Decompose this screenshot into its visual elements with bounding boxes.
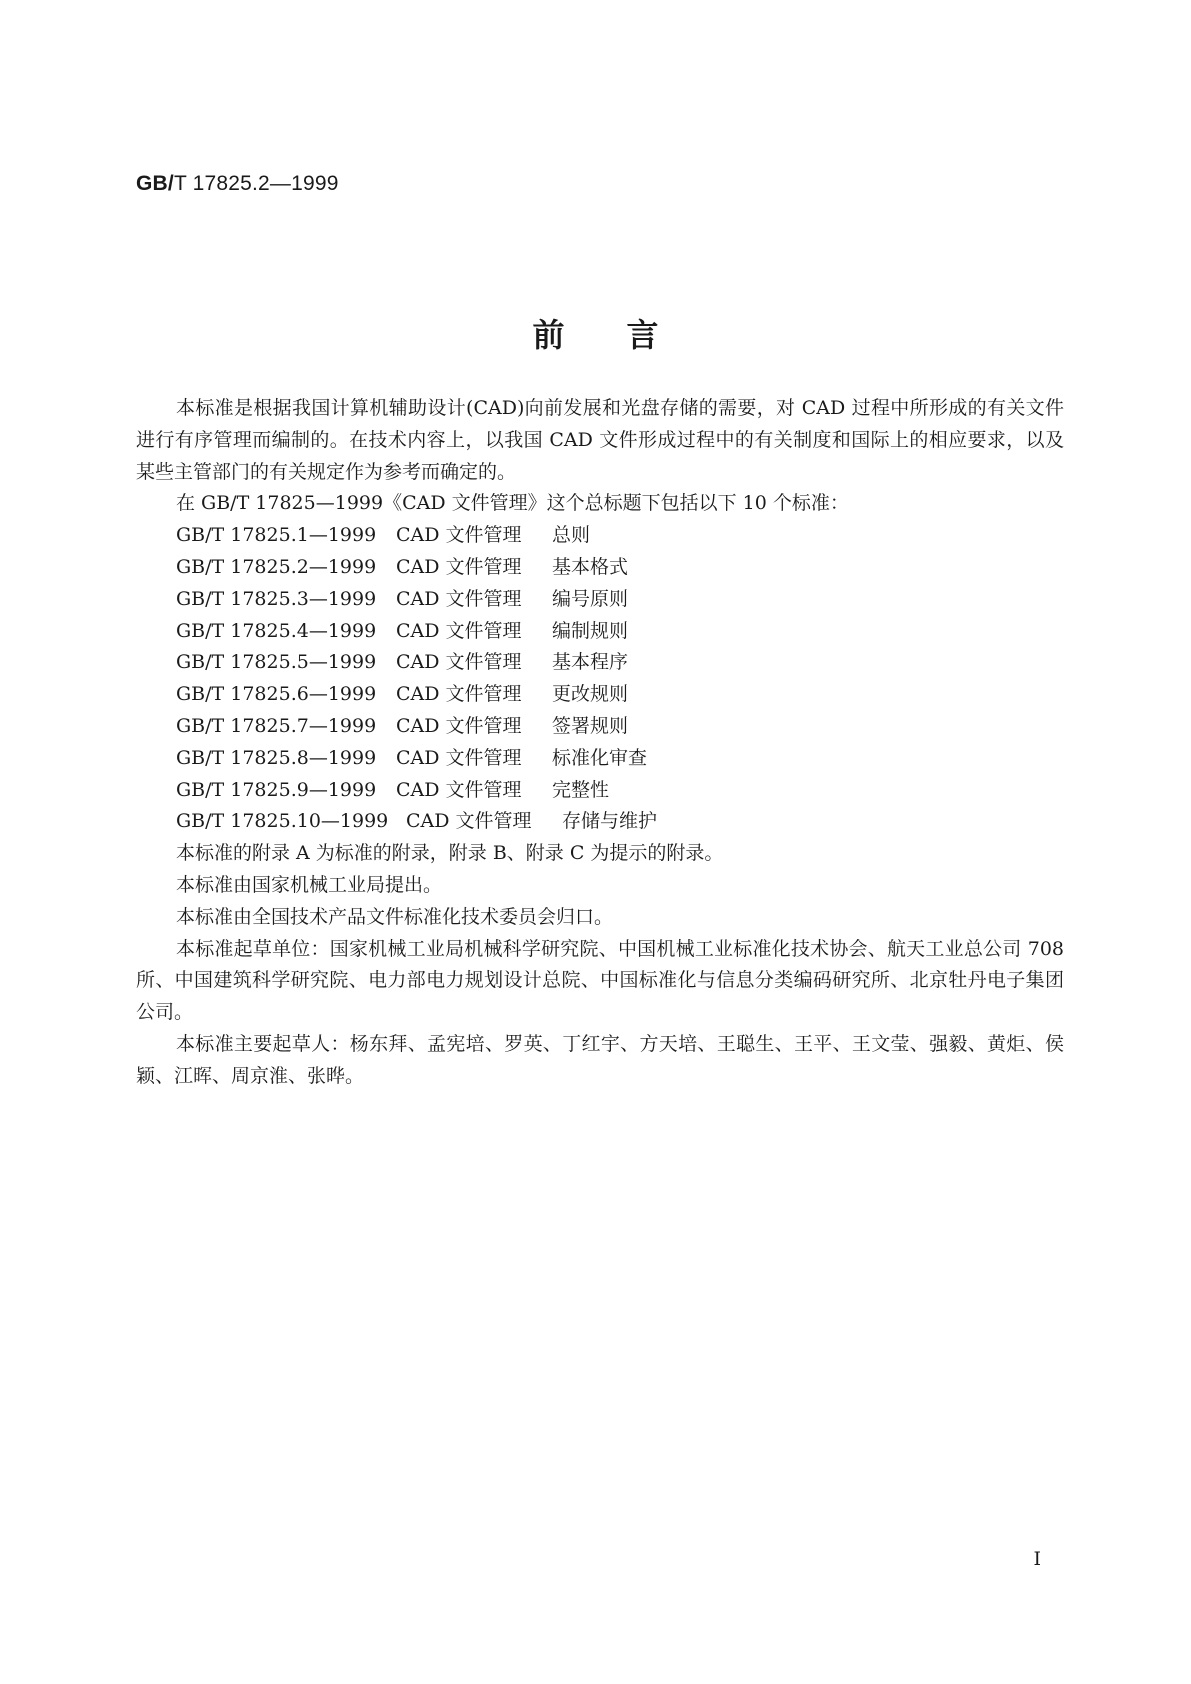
standard-name: 编制规则 xyxy=(552,619,629,642)
standard-series: CAD 文件管理 xyxy=(396,555,522,578)
header-code: T 17825.2—1999 xyxy=(173,172,339,195)
standard-list-item xyxy=(136,775,1064,807)
standard-series: CAD 文件管理 xyxy=(396,746,522,769)
standard-series: CAD 文件管理 xyxy=(396,619,522,642)
drafting-units-paragraph: 本标准起草单位：国家机械工业局机械科学研究院、中国机械工业标准化技术协会、航天工业总公司 708 所、中国建筑科学研究院、电力部电力规划设计总院、中国标准化与信息分类编码研究所、北京牡丹电子集团公司。 xyxy=(136,937,1064,1024)
standard-name: 存储与维护 xyxy=(562,810,658,833)
standard-code: GB/T 17825.6—1999 xyxy=(176,683,377,706)
header-prefix: GB/ xyxy=(136,172,174,195)
standard-name: 签署规则 xyxy=(552,714,629,737)
drafters-paragraph: 本标准主要起草人：杨东拜、孟宪培、罗英、丁红宇、方天培、王聪生、王平、王文莹、强毅、黄炬、侯颖、江晖、周京淮、张晔。 xyxy=(136,1032,1064,1087)
standard-code: GB/T 17825.4—1999 xyxy=(176,619,377,642)
standard-list-item xyxy=(136,647,1064,679)
page-number: I xyxy=(1033,1548,1041,1570)
standard-name: 编号原则 xyxy=(552,587,629,610)
standard-name: 总则 xyxy=(552,524,591,547)
page-title: 前言 xyxy=(532,316,721,354)
committee-paragraph: 本标准由全国技术产品文件标准化技术委员会归口。 xyxy=(176,905,614,928)
standard-name: 标准化审查 xyxy=(552,746,648,769)
standard-code: GB/T 17825.8—1999 xyxy=(176,746,377,769)
standard-code: GB/T 17825.2—1999 xyxy=(176,555,377,578)
standard-code: GB/T 17825.3—1999 xyxy=(176,587,377,610)
standard-name: 基本格式 xyxy=(552,555,629,578)
standard-series: CAD 文件管理 xyxy=(396,714,522,737)
standard-list-item xyxy=(136,743,1064,775)
standard-series: CAD 文件管理 xyxy=(396,683,522,706)
standard-list-item xyxy=(136,584,1064,616)
standard-list-item xyxy=(136,711,1064,743)
proposer-paragraph: 本标准由国家机械工业局提出。 xyxy=(176,873,443,896)
standard-code: GB/T 17825.10—1999 xyxy=(176,810,389,833)
standard-code: GB/T 17825.9—1999 xyxy=(176,778,377,801)
standard-code: GB/T 17825.7—1999 xyxy=(176,714,377,737)
standard-series: CAD 文件管理 xyxy=(396,651,522,674)
standard-series: CAD 文件管理 xyxy=(396,778,522,801)
standard-code: GB/T 17825.5—1999 xyxy=(176,651,377,674)
standard-list-item xyxy=(136,552,1064,584)
standard-list-item xyxy=(136,520,1064,552)
standard-name: 基本程序 xyxy=(552,651,629,674)
standard-series: CAD 文件管理 xyxy=(406,810,532,833)
standard-series: CAD 文件管理 xyxy=(396,524,522,547)
intro-paragraph: 在 GB/T 17825—1999《CAD 文件管理》这个总标题下包括以下 10 个标准： xyxy=(176,492,849,515)
standard-list-item xyxy=(136,679,1064,711)
standard-name: 完整性 xyxy=(552,778,610,801)
standard-list-item xyxy=(136,616,1064,648)
foreword-body xyxy=(136,393,1064,1093)
document-code-header xyxy=(136,172,339,196)
intro-paragraph: 本标准是根据我国计算机辅助设计(CAD)向前发展和光盘存储的需要，对 CAD 过程中所形成的有关文件进行有序管理而编制的。在技术内容上，以我国 CAD 文件形成过程中的有关制度和国际上的相应要求，以及某些主管部门的有关规定作为参考而确定的。 xyxy=(136,397,1064,483)
standard-code: GB/T 17825.1—1999 xyxy=(176,524,377,547)
standard-series: CAD 文件管理 xyxy=(396,587,522,610)
appendix-paragraph: 本标准的附录 A 为标准的附录，附录 B、附录 C 为提示的附录。 xyxy=(176,842,724,865)
standard-name: 更改规则 xyxy=(552,683,629,706)
standard-list-item xyxy=(136,806,1064,838)
